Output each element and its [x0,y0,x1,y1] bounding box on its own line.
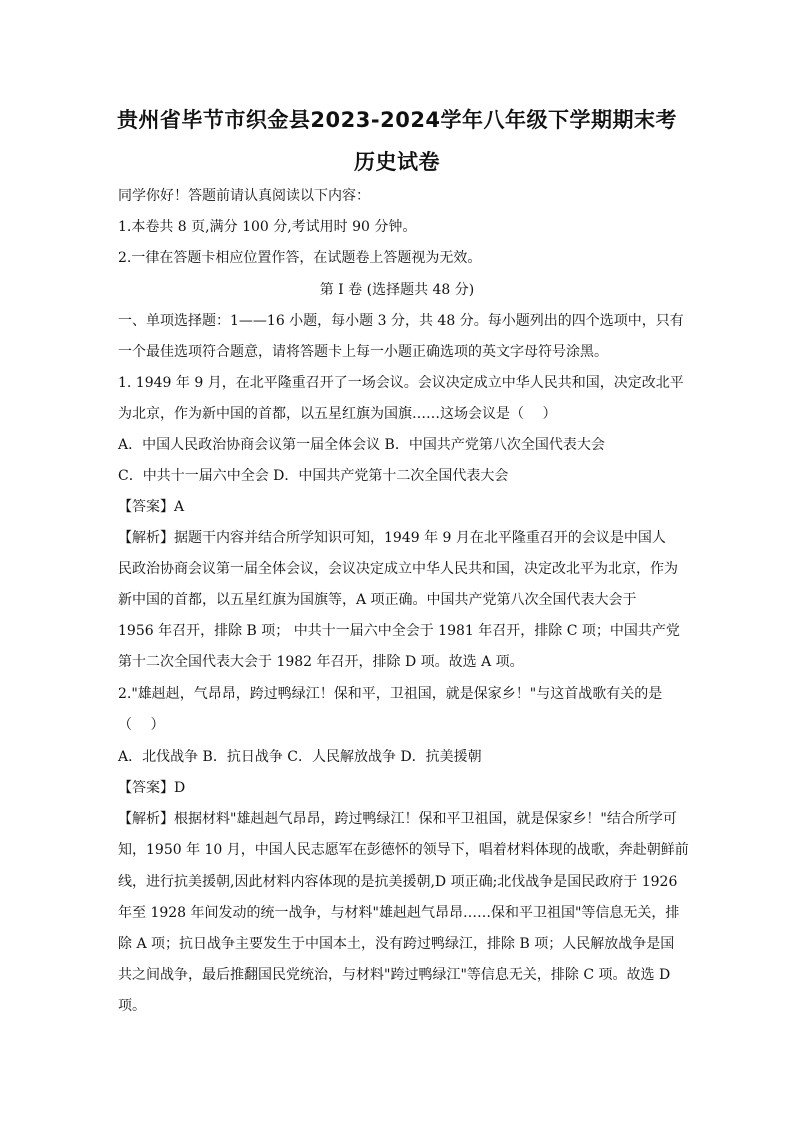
q2-analysis-7: 项。 [118,998,146,1014]
section-heading: 第 I 卷 (选择题共 48 分) [319,282,475,298]
q2-analysis-3: 线，进行抗美援朝,因此材料内容体现的是抗美援朝,D 项正确;北伐战争是国民政府于 1926 [118,874,678,890]
exam-title-line1: 贵州省毕节市织金县2023-2024学年八年级下学期期末考 [116,108,678,132]
q2-options-1: A．北伐战争 B．抗日战争 C．人民解放战争 D．抗美援朝 [118,749,482,765]
section-instructions-2: 一个最佳选项符合题意，请将答题卡上每一小题正确选项的英文字母符号涂黑。 [118,344,608,360]
q2-analysis-1: 【解析】根据材料"雄赳赳气昂昂，跨过鸭绿江！保和平卫祖国，就是保家乡！"结合所学可 [118,811,677,827]
q2-analysis-6: 共之间战争，最后推翻国民党统治，与材料"跨过鸭绿江"等信息无关，排除 C 项。故选 D [118,967,671,983]
q1-answer: 【答案】A [118,499,185,515]
intro-note-2: 2.一律在答题卡相应位置作答，在试题卷上答题视为无效。 [118,250,482,266]
intro-greeting: 同学你好！答题前请认真阅读以下内容： [118,188,370,204]
section-instructions-1: 一、单项选择题：1——16 小题，每小题 3 分，共 48 分。每小题列出的四个选项中，只有 [118,313,684,329]
q2-stem-2: （ ） [118,717,165,733]
q2-analysis-2: 知，1950 年 10 月，中国人民志愿军在彭德怀的领导下，唱着材料体现的战歌，奔赴朝鲜前 [118,842,689,858]
q1-analysis-1: 【解析】据题干内容并结合所学知识可知，1949 年 9 月在北平隆重召开的会议是中国人 [118,530,666,546]
q1-analysis-4: 1956 年召开，排除 B 项； 中共十一届六中全会于 1981 年召开，排除 C 项；中国共产党 [118,623,680,639]
exam-title-line2: 历史试卷 [354,150,440,174]
q2-analysis-5: 除 A 项；抗日战争主要发生于中国本土，没有跨过鸭绿江，排除 B 项；人民解放战争是国 [118,936,675,952]
q2-stem-1: 2."雄赳赳，气昂昂，跨过鸭绿江！保和平，卫祖国，就是保家乡！"与这首战歌有关的是 [118,686,663,702]
q1-analysis-3: 新中国的首都，以五星红旗为国旗等，A 项正确。中国共产党第八次全国代表大会于 [118,592,637,608]
q2-answer: 【答案】D [118,780,186,796]
q1-stem-1: 1. 1949 年 9 月，在北平隆重召开了一场会议。会议决定成立中华人民共和国，决定改北平 [118,375,684,391]
intro-note-1: 1.本卷共 8 页,满分 100 分,考试用时 90 分钟。 [118,219,417,235]
q1-analysis-5: 第十二次全国代表大会于 1982 年召开，排除 D 项。故选 A 项。 [118,654,524,670]
q1-options-2: C．中共十一届六中全会 D．中国共产党第十二次全国代表大会 [118,468,509,484]
q1-stem-2: 为北京，作为新中国的首都，以五星红旗为国旗……这场会议是（ ） [118,406,557,422]
q2-analysis-4: 年至 1928 年间发动的统一战争，与材料"雄赳赳气昂昂……保和平卫祖国"等信息无关，排 [118,905,680,921]
q1-analysis-2: 民政治协商会议第一届全体会议，会议决定成立中华人民共和国，决定改北平为北京，作为 [118,561,678,577]
q1-options-1: A．中国人民政治协商会议第一届全体会议 B．中国共产党第八次全国代表大会 [118,437,605,453]
